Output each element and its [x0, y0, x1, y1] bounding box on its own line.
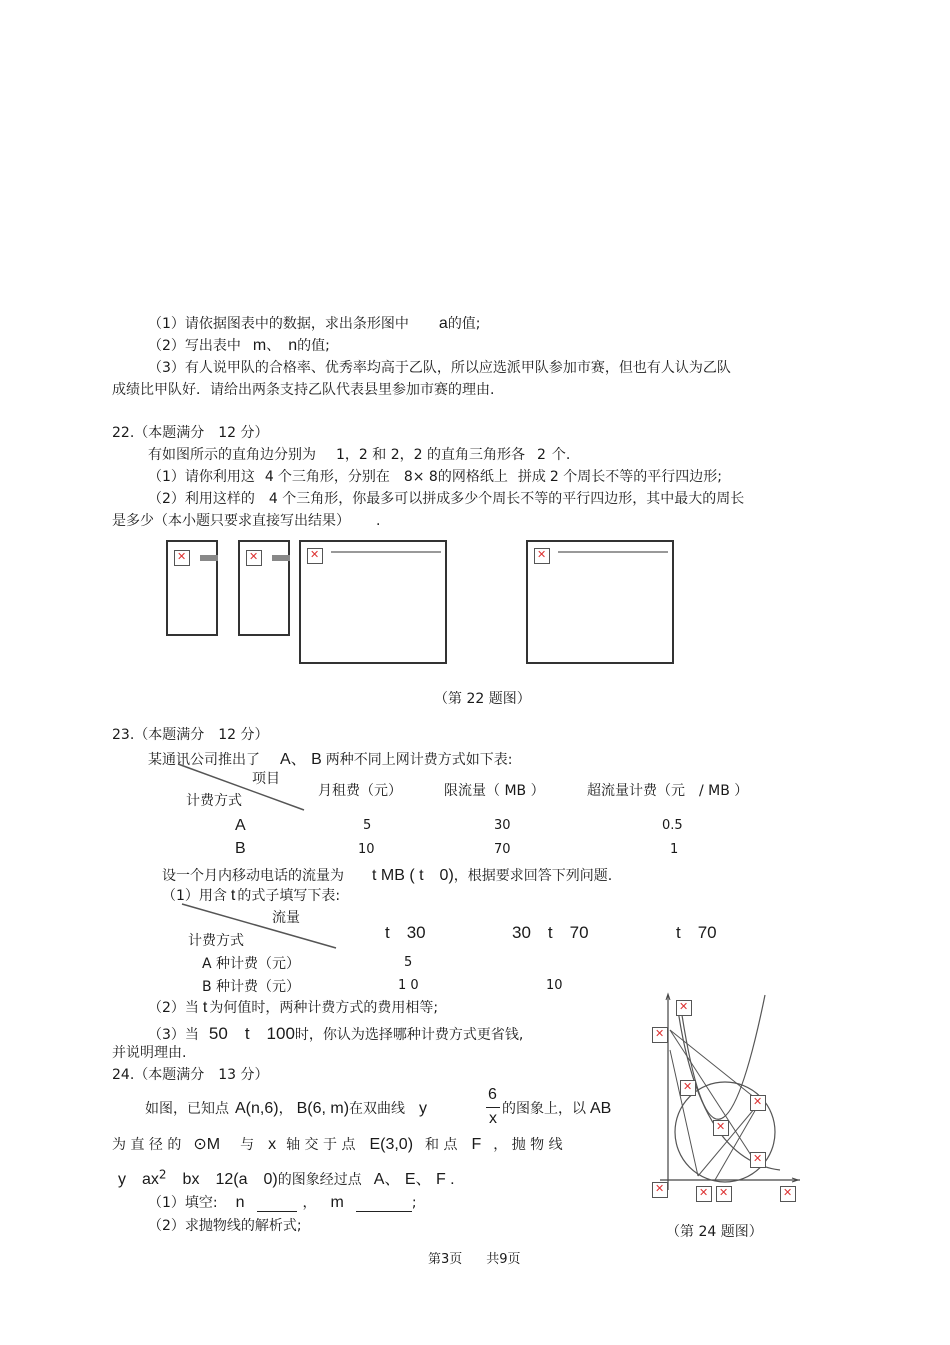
q22-caption: （第 22 题图）: [434, 691, 531, 707]
q24-l2-text2: 与: [240, 1137, 255, 1153]
q23-part3-line2: 并说明理由.: [112, 1045, 187, 1061]
q24-point-e: E(3,0): [369, 1136, 414, 1153]
q22-intro-nums: 1，2 和 2，2 的直角三角形各: [336, 447, 525, 463]
q23-part2: [148, 997, 438, 1017]
grid-paper-2: [526, 540, 674, 664]
q24-l2-x: x: [268, 1136, 277, 1153]
q24-line2: [112, 1134, 563, 1154]
table2-col-30to70: 30 t 70: [512, 923, 589, 942]
q24-p1-blank-m[interactable]: [356, 1197, 412, 1212]
q22-p1-text5: 2 个周长不等的平行四边形;: [549, 469, 722, 485]
q24-l1-y: y: [419, 1100, 428, 1117]
q23-condition: [162, 862, 612, 885]
q22-p1-text2: 个三角形，分别在: [277, 469, 390, 485]
broken-image-icon: [174, 550, 190, 566]
q23-p2-t: t: [202, 999, 208, 1016]
table1-col-rent: 月租费（元）: [318, 783, 402, 799]
table1-row-b-rent: 10: [358, 842, 375, 857]
q24-p1-comma: ，: [302, 1195, 317, 1211]
q23-p3-text: （3）当: [148, 1027, 199, 1043]
q24-l3-eq: y ax: [118, 1171, 159, 1188]
q24-l1-comma: ，: [278, 1101, 293, 1117]
broken-image-icon: [750, 1095, 766, 1111]
q24-l2-text3: 轴 交 于 点: [286, 1137, 356, 1153]
triangle-figure-1: [166, 540, 218, 636]
q22-p2-end: .: [376, 513, 381, 529]
q24-p1-m: m: [330, 1194, 344, 1211]
footer-total: 共9页: [486, 1252, 521, 1267]
q23-p2-end: 为何值时，两种计费方式的费用相等;: [209, 1000, 439, 1016]
figure-caption-blur: [200, 555, 218, 561]
q23-p1-text: （1）用含: [162, 888, 227, 904]
q24-l2-text4: 和 点: [425, 1137, 458, 1153]
table2-row-b-label: B 种计费（元）: [202, 979, 301, 995]
q24-frac-bar: [486, 1107, 500, 1108]
q24-l3-pts: A、 E、 F .: [373, 1171, 455, 1188]
table2-diag-bottom: 计费方式: [188, 933, 244, 949]
broken-image-icon: [750, 1152, 766, 1168]
q24-title: 24.（本题满分 13 分）: [112, 1067, 269, 1083]
q22-p1-text3: 的网格纸上: [437, 469, 508, 485]
broken-image-icon: [780, 1186, 796, 1202]
table1-row-b-limit: 70: [494, 842, 511, 857]
broken-image-icon: [696, 1186, 712, 1202]
table2-diag-top: 流量: [272, 910, 300, 926]
q24-frac-num: 6: [488, 1086, 497, 1103]
q23-intro-text: 某通讯公司推出了: [148, 752, 260, 768]
q24-ab: AB: [590, 1100, 612, 1117]
q22-p1-text4: 拼成: [517, 469, 546, 485]
q24-l1-text2: ，已知点: [173, 1101, 229, 1117]
q22-p2-text: 是多少（本小题只要求直接写出结果）: [112, 513, 350, 529]
q23-part3: [148, 1019, 523, 1044]
q21-p2-end: 的值;: [297, 338, 330, 354]
q24-figure: [640, 990, 810, 1210]
q21-part3-line1: （3）有人说甲队的合格率、优秀率均高于乙队，所以应选派甲队参加市赛，但也有人认为乙队: [148, 360, 731, 376]
table1-col-limit: 限流量（ MB ）: [444, 783, 545, 799]
q21-p1-text: （1）请依据图表中的数据，求出条形图中: [148, 316, 409, 332]
grid-caption-blur: [331, 551, 441, 553]
q24-line1-tail: [502, 1098, 611, 1118]
q24-point-a: A(n,6): [235, 1100, 279, 1117]
q24-l3-text: 的图象经过点: [277, 1172, 362, 1188]
broken-image-icon: [680, 1080, 696, 1096]
footer-page: 第3页: [428, 1252, 463, 1267]
q23-p1-t: t: [230, 887, 236, 904]
table1-row-b-extra: 1: [670, 842, 679, 857]
table1-row-a-name: A: [235, 817, 246, 834]
q23-title: 23.（本题满分 12 分）: [112, 727, 269, 743]
q24-l1-text: 如图: [145, 1101, 173, 1117]
table1-row-a-extra: 0.5: [662, 818, 683, 833]
q22-intro-count: 2: [536, 447, 546, 463]
q23-intro-ab: A、 B: [280, 751, 322, 768]
triangle-figure-2: [238, 540, 290, 636]
q24-l3-eq2: bx 12(a 0): [182, 1171, 278, 1188]
figure-caption-blur: [272, 555, 290, 561]
table2-row-a-label: A 种计费（元）: [202, 956, 301, 972]
table1-row-a-limit: 30: [494, 818, 511, 833]
q24-p1-text: （1）填空:: [148, 1195, 218, 1211]
broken-image-icon: [716, 1186, 732, 1202]
q21-p2-sep: 、: [266, 338, 281, 354]
q22-part1: [148, 466, 722, 486]
q24-circle-m: ⊙M: [193, 1136, 221, 1153]
q22-part2-line2: [112, 510, 380, 530]
q22-intro-text: 有如图所示的直角边分别为: [148, 447, 316, 463]
table2-col-le30: t 30: [385, 923, 426, 942]
q22-p1-text: （1）请你利用这: [148, 469, 255, 485]
table1-col-extra: 超流量计费（元 / MB ）: [587, 783, 749, 799]
q24-point-b: B(6, m): [296, 1100, 350, 1117]
q24-caption: （第 24 题图）: [666, 1224, 763, 1240]
q23-cond-text: 设一个月内移动电话的流量为: [162, 868, 344, 884]
q22-part2-line1: （2）利用这样的 4 个三角形，你最多可以拼成多少个周长不等的平行四边形，其中最大的周长: [148, 491, 745, 507]
q21-part3-line2: 成绩比甲队好．请给出两条支持乙队代表县里参加市赛的理由.: [112, 382, 495, 398]
q21-part2: [148, 335, 330, 355]
q23-p2-text: （2）当: [148, 1000, 199, 1016]
q24-l2-text: 为 直 径 的: [112, 1137, 182, 1153]
q24-l2-text5: ， 抛 物 线: [493, 1137, 563, 1153]
table1-diag-top: 项目: [252, 771, 280, 787]
table2-row-a-v1: 5: [404, 955, 413, 970]
table1-diag-bottom: 计费方式: [186, 793, 242, 809]
q22-title: 22.（本题满分 12 分）: [112, 425, 269, 441]
grid-caption-blur: [558, 551, 668, 553]
broken-image-icon: [676, 1000, 692, 1016]
broken-image-icon: [246, 550, 262, 566]
q24-line3: [118, 1166, 455, 1189]
q23-p1-end: 的式子填写下表:: [237, 888, 341, 904]
q24-line1: [145, 1098, 427, 1118]
grid-paper-1: [299, 540, 447, 664]
q21-part1: [148, 313, 481, 333]
q23-p3-range: 50 t 100: [208, 1024, 295, 1043]
q24-l3-sup: 2: [158, 1167, 167, 1182]
q22-intro: [148, 444, 570, 464]
q23-cond-t: t MB ( t 0): [372, 867, 454, 884]
broken-image-icon: [307, 548, 323, 564]
table2-row-b-v1: 1 0: [398, 978, 419, 993]
q24-p1-blank-n[interactable]: [257, 1197, 297, 1212]
broken-image-icon: [652, 1182, 668, 1198]
broken-image-icon: [534, 548, 550, 564]
table1-row-a-rent: 5: [363, 818, 372, 833]
q22-p1-num: 4: [264, 469, 274, 485]
q24-point-f: F: [471, 1136, 482, 1153]
q24-l1-text3: 在双曲线: [349, 1101, 406, 1117]
broken-image-icon: [713, 1120, 729, 1136]
q24-l1-text4: 的图象上，以: [502, 1101, 586, 1117]
q22-intro-end: 个.: [551, 447, 571, 463]
q24-part1: [148, 1192, 417, 1212]
q21-p2-text: （2）写出表中: [148, 338, 241, 354]
table2-col-gt70: t 70: [676, 923, 717, 942]
table1-row-b-name: B: [235, 840, 246, 857]
q21-p2-m: m: [252, 337, 267, 354]
q23-cond-end: ，根据要求回答下列问题.: [453, 868, 613, 884]
page-footer: [428, 1248, 521, 1267]
q21-p2-n: n: [288, 337, 298, 354]
q23-intro-end: 两种不同上网计费方式如下表:: [325, 752, 513, 768]
q21-p1-end: 的值;: [447, 316, 481, 332]
q24-p1-n: n: [235, 1194, 245, 1211]
q24-frac-den: x: [489, 1110, 497, 1127]
q23-p3-end: 时，你认为选择哪种计费方式更省钱,: [294, 1027, 524, 1043]
q21-p1-var: a: [438, 315, 448, 332]
q22-p1-grid: 8× 8: [403, 469, 438, 485]
q24-part2: （2）求抛物线的解析式;: [148, 1218, 302, 1234]
q24-p1-end: ;: [411, 1195, 417, 1211]
table2-row-b-v2: 10: [546, 978, 563, 993]
broken-image-icon: [652, 1027, 668, 1043]
